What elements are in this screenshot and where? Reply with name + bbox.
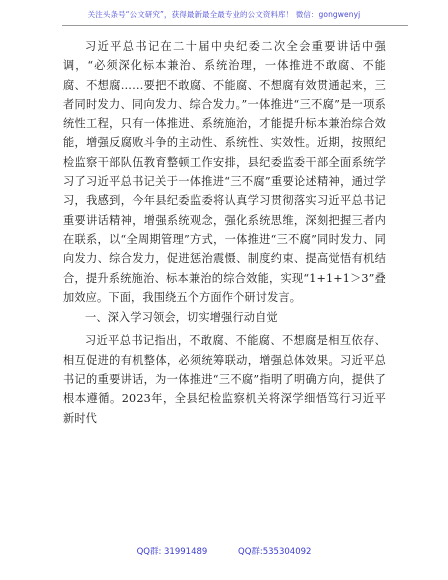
- section-paragraph: 习近平总书记指出，不敢腐、不能腐、不想腐是相互依存、相互促进的有机整体，必须统筹联动，增强总体效果。习近平总书记的重要讲话，为一体推进“三不腐”指明了明确方向，提供了根本遵循。2023年，全县纪检监察机关将深学细悟笃行习近平新时代: [63, 334, 386, 425]
- footer-contact: [0, 545, 448, 557]
- header-divider: [62, 25, 408, 26]
- intro-paragraph: 习近平总书记在二十届中央纪委二次全会重要讲话中强调，“必须深化标本兼治、系统治理，一体推进不敢腐、不能腐、不想腐……要把不敢腐、不能腐、不想腐有效贯通起来，三者同时发力、同向发力、综合发力。”一体推进“三不腐”是一项系统性工程，只有一体推进、系统施治，才能提升标本兼治综合效能，增强反腐败斗争的主动性、系统性、实效性。近期，按照纪检监察干部队伍教育整顿工作安排，县纪委监委干部全面系统学习了习近平总书记关于一体推进“三不腐”重要论述精神，通过学习，我感到，今年县纪委监委将认真学习贯彻落实习近平总书记重要讲话精神，增强系统观念，强化系统思维，深刻把握三者内在联系，以“全周期管理”方式，一体推进“三不腐”同时发力、同向发力、综合发力，促进惩治震慑、制度约束、提高觉悟有机结合，提升系统施治、标本兼治的综合效能，实现“1+1+1＞3”叠加效应。下面，我围绕五个方面作个研讨发言。: [63, 40, 386, 304]
- section-heading: 一、深入学习领会，切实增强行动自觉: [85, 311, 278, 325]
- footer-qq-group-1: QQ群: 31991489: [136, 547, 208, 557]
- document-body: [63, 37, 386, 428]
- footer-qq-group-2: QQ群:535304092: [238, 547, 312, 557]
- header-notice: 关注头条号“公文研究”，获得最新最全最专业的公文资料库！ 微信：gongwenyj: [87, 10, 361, 19]
